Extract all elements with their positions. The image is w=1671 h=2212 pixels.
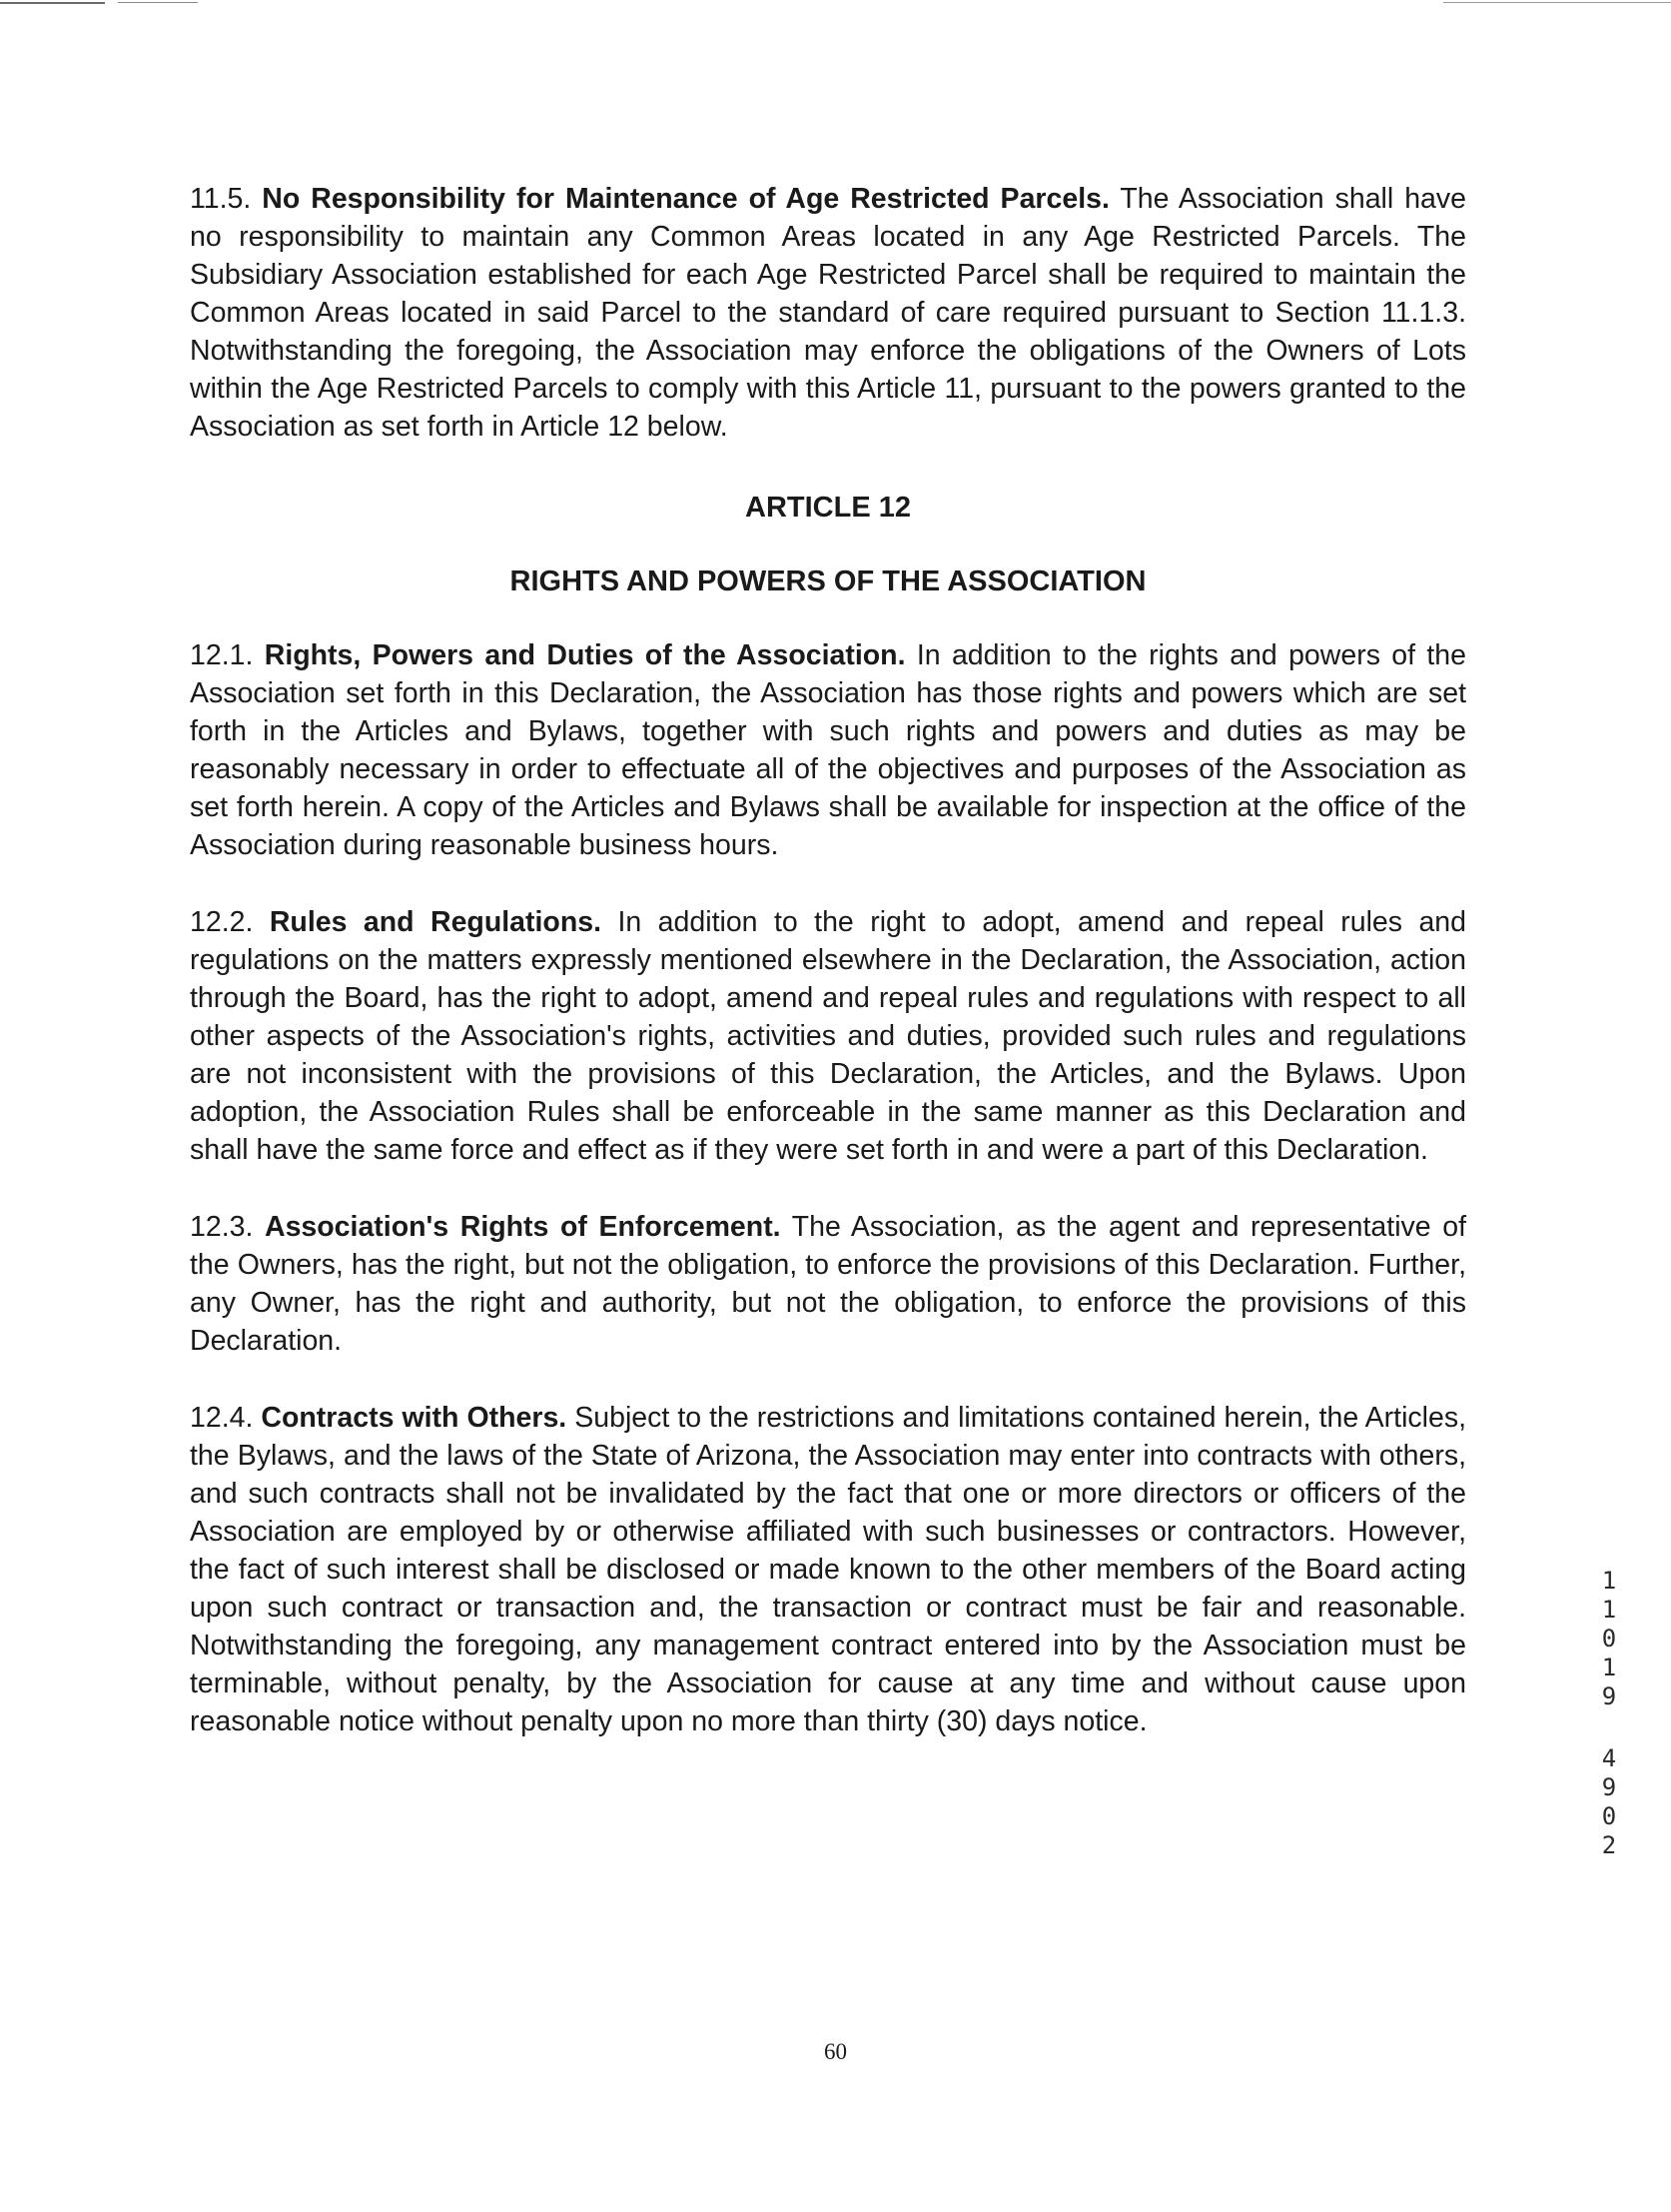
article-number: ARTICLE 12: [745, 492, 911, 524]
scan-artifact-line: [118, 2, 198, 3]
section-heading: Rules and Regulations.: [269, 906, 602, 938]
section-11-5: [190, 180, 1466, 446]
section-text: Subject to the restrictions and limitations contained herein, the Articles, the Bylaws, and the laws of the State of Arizona, the Association may enter into contracts with others, and such contracts shall not be invalidated by the fact that one or more directors or officers of the Association are employed by or otherwise affiliated with such businesses or contractors. However, the fact of such interest shall be disclosed or made known to the other members of the Board acting upon such contract or transaction and, the transaction or contract must be fair and reasonable. Notwithstanding the foregoing, any management contract entered into by the Association must be terminable, without penalty, by the Association for cause at any time and without cause upon reasonable notice without penalty upon no more than thirty (30) days notice.: [190, 1402, 1467, 1737]
page-number: 60: [824, 2039, 847, 2064]
stamp-char: 9: [1601, 1682, 1617, 1710]
section-number: 12.4.: [190, 1402, 254, 1434]
stamp-char: 1: [1601, 1567, 1617, 1595]
section-heading: Contracts with Others.: [261, 1402, 567, 1434]
section-text: The Association, as the agent and representative of the Owners, has the right, but not the obligation, to enforce the provisions of this Declaration. Further, any Owner, has the right and authority, but not the obligation, to enforce the provisions of this Declaration.: [190, 1211, 1466, 1357]
section-12-3: [190, 1208, 1466, 1360]
section-number: 11.5.: [190, 183, 252, 215]
article-title: RIGHTS AND POWERS OF THE ASSOCIATION: [509, 565, 1147, 597]
section-heading: No Responsibility for Maintenance of Age Restricted Parcels.: [262, 183, 1110, 215]
section-text: The Association shall have no responsibility to maintain any Common Areas located in any Age Restricted Parcels. The Subsidiary Association established for each Age Restricted Parcel shall be required to maintain the Common Areas located in said Parcel to the standard of care required pursuant to Section 11.1.3. Notwithstanding the foregoing, the Association may enforce the obligations of the Owners of Lots within the Age Restricted Parcels to comply with this Article 11, pursuant to the powers granted to the Association as set forth in Article 12 below.: [190, 183, 1466, 443]
section-text: In addition to the right to adopt, amend and repeal rules and regulations on the matters expressly mentioned elsewhere in the Declaration, the Association, action through the Board, has the right to adopt, amend and repeal rules and regulations with respect to all other aspects of the Association's rights, activities and duties, provided such rules and regulations are not inconsistent with the provisions of this Declaration, the Articles, and the Bylaws. Upon adoption, the Association Rules shall be enforceable in the same manner as this Declaration and shall have the same force and effect as if they were set forth in and were a part of this Declaration.: [190, 906, 1467, 1166]
stamp-char: 0: [1601, 1802, 1617, 1830]
stamp-char: 4: [1601, 1744, 1617, 1772]
section-number: 12.2.: [190, 906, 254, 938]
section-text: In addition to the rights and powers of the Association set forth in this Declaration, the Association has those rights and powers which are set forth in the Articles and Bylaws, together with such rights and powers and duties as may be reasonably necessary in order to effectuate all of the objectives and purposes of the Association as set forth herein. A copy of the Articles and Bylaws shall be available for inspection at the office of the Association during reasonable business hours.: [190, 639, 1467, 861]
scan-artifact-line: [0, 2, 105, 4]
section-12-1: [190, 636, 1466, 864]
document-body: [190, 180, 1466, 1740]
stamp-gap: [1594, 1711, 1624, 1744]
stamp-char: 2: [1601, 1831, 1617, 1859]
section-heading: Rights, Powers and Duties of the Association.: [264, 639, 906, 671]
recording-number-stamp: [1594, 1567, 1624, 1860]
section-heading: Association's Rights of Enforcement.: [264, 1211, 781, 1243]
stamp-char: 1: [1601, 1654, 1617, 1681]
section-number: 12.1.: [190, 639, 254, 671]
section-12-2: [190, 903, 1466, 1169]
section-number: 12.3.: [190, 1211, 254, 1243]
stamp-char: 0: [1601, 1625, 1617, 1653]
stamp-char: 9: [1601, 1773, 1617, 1801]
scan-artifact-line: [1443, 2, 1671, 3]
section-12-4: [190, 1399, 1466, 1740]
stamp-char: 1: [1601, 1596, 1617, 1624]
